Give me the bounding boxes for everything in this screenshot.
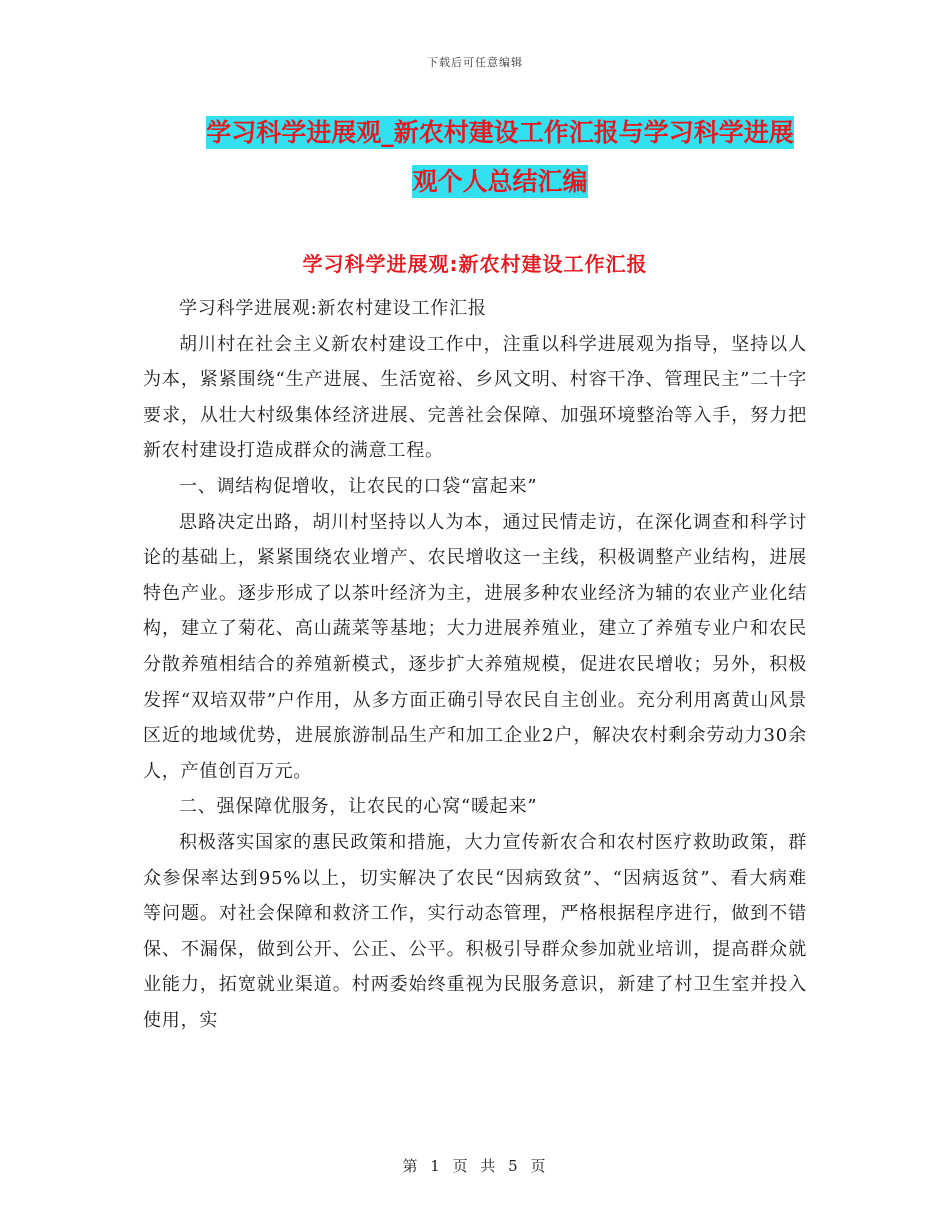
section-title: 学习科学进展观:新农村建设工作汇报 — [302, 252, 648, 276]
page-header: 下载后可任意编辑 — [427, 56, 523, 69]
paragraph: 思路决定出路，胡川村坚持以人为本，通过民情走访，在深化调查和科学讨论的基础上，紧紧围绕农业增产、农民增收这一主线，积极调整产业结构，进展特色产业。逐步形成了以茶叶经济为主，进展多种农业经济为辅的农业产业化结构，建立了菊花、高山蔬菜等基地；大力进展养殖业，建立了养殖专业户和农民分散养殖相结合的养殖新模式，逐步扩大养殖规模，促进农民增收；另外，积极发挥“双培双带”户作用，从多方面正确引导农民自主创业。充分利用离黄山风景区近的地域优势，进展旅游制品生产和加工企业2户，解决农村剩余劳动力30余人，产值创百万元。 — [143, 511, 807, 782]
paragraph: 胡川村在社会主义新农村建设工作中，注重以科学进展观为指导，坚持以人为本，紧紧围绕“生产进展、生活宽裕、乡风文明、村容干净、管理民主”二十字要求，从壮大村级集体经济进展、完善社会保障、加强环境整治等入手，努力把新农村建设打造成群众的满意工程。 — [143, 333, 807, 462]
section-heading: 二、强保障优服务，让农民的心窝“暖起来” — [179, 796, 538, 818]
paragraph: 积极落实国家的惠民政策和措施，大力宣传新农合和农村医疗救助政策，群众参保率达到95%以上，切实解决了农民“因病致贫”、“因病返贫”、看大病难等问题。对社会保障和救济工作，实行动态管理，严格根据程序进行，做到不错保、不漏保，做到公开、公正、公平。积极引导群众参加就业培训，提高群众就业能力，拓宽就业渠道。村两委始终重视为民服务意识，新建了村卫生室并投入使用，实 — [143, 831, 807, 1031]
title-line-1: 学习科学进展观_新农村建设工作汇报与学习科学进展 — [206, 118, 794, 147]
document-body — [143, 291, 807, 1038]
section-heading: 一、调结构促增收，让农民的口袋“富起来” — [179, 475, 538, 497]
page-number: 第 1 页 共 5 页 — [402, 1157, 548, 1175]
title-line-2: 观个人总结汇编 — [412, 167, 588, 196]
paragraph: 学习科学进展观:新农村建设工作汇报 — [179, 298, 487, 319]
document-title — [120, 108, 880, 206]
